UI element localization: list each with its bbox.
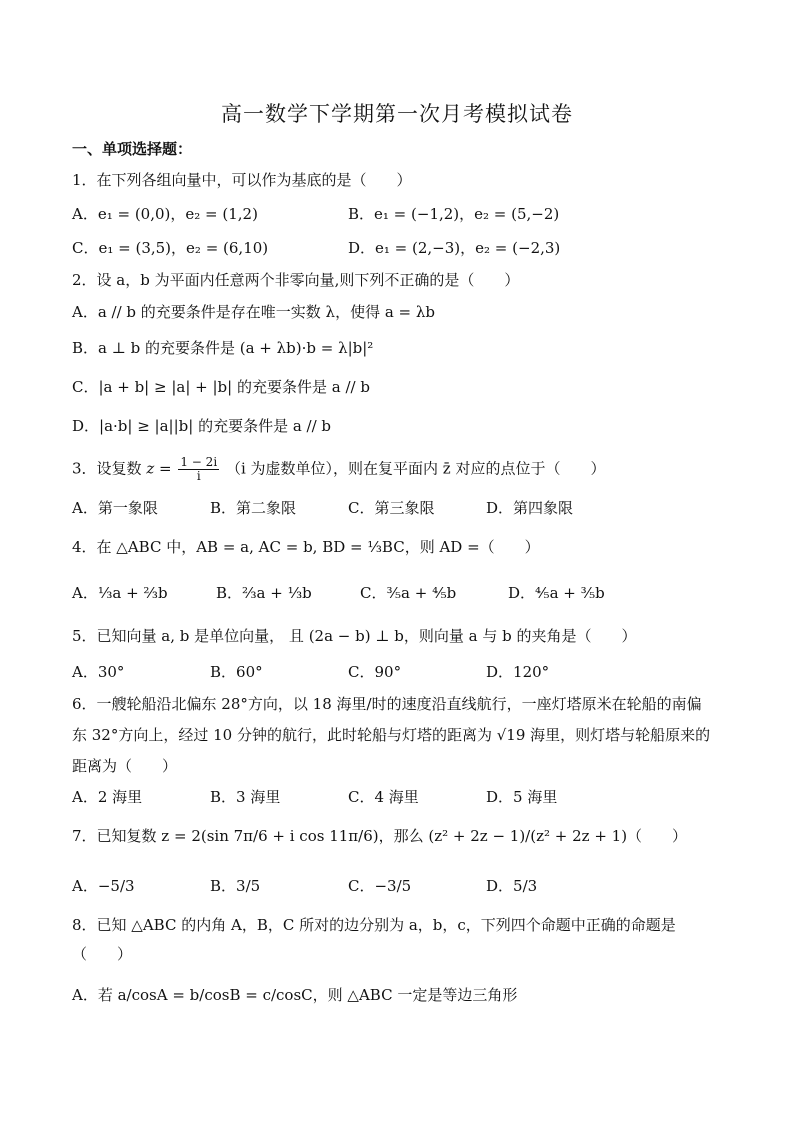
- question-3-fraction: [178, 456, 219, 483]
- question-2-option-a: A．a // b 的充要条件是存在唯一实数 λ，使得 a = λb: [72, 303, 435, 321]
- question-7-option-a: A．−5/3: [72, 877, 135, 895]
- question-2-option-c: C．|a + b| ≥ |a| + |b| 的充要条件是 a // b: [72, 378, 370, 396]
- question-1-option-a: A．e₁ = (0,0)，e₂ = (1,2): [72, 205, 258, 223]
- question-8-line-2: （ ）: [72, 945, 133, 963]
- question-4-option-b: B．⅔a + ⅓b: [216, 584, 312, 602]
- question-1-stem: 1．在下列各组向量中，可以作为基底的是（ ）: [72, 171, 412, 189]
- question-7-option-d: D．5/3: [486, 877, 538, 895]
- question-5-option-d: D．120°: [486, 663, 550, 681]
- question-2-option-d: D．|a·b| ≥ |a||b| 的充要条件是 a // b: [72, 417, 332, 435]
- question-1-option-b: B．e₁ = (−1,2)，e₂ = (5,−2): [348, 205, 560, 223]
- question-5-option-b: B．60°: [210, 663, 263, 681]
- question-3-stem-prefix: 3．设复数: [72, 459, 142, 478]
- question-4-option-d: D．⅘a + ⅗b: [508, 584, 605, 602]
- question-6-line-2: 东 32°方向上，经过 10 分钟的航行，此时轮船与灯塔的距离为 √19 海里，则灯塔与轮船原来的: [72, 726, 711, 744]
- question-6-option-b: B．3 海里: [210, 788, 281, 806]
- question-6-option-d: D．5 海里: [486, 788, 558, 806]
- page-title: 高一数学下学期第一次月考模拟试卷: [221, 102, 573, 126]
- question-2-option-b: B．a ⊥ b 的充要条件是 (a + λb)·b = λ|b|²: [72, 339, 374, 357]
- question-3-option-d: D．第四象限: [486, 499, 574, 517]
- question-3-formula-lhs: z =: [146, 459, 172, 478]
- question-4-stem: 4．在 △ABC 中，AB = a, AC = b, BD = ⅓BC，则 AD =（ ）: [72, 538, 540, 556]
- question-3-option-c: C．第三象限: [348, 499, 435, 517]
- question-6-option-c: C．4 海里: [348, 788, 419, 806]
- question-7-option-b: B．3/5: [210, 877, 261, 895]
- question-7-option-c: C．−3/5: [348, 877, 412, 895]
- section-heading: 一、单项选择题：: [72, 140, 193, 158]
- question-2-stem: 2．设 a，b 为平面内任意两个非零向量,则下列不正确的是（ ）: [72, 271, 520, 289]
- question-1-option-d: D．e₁ = (2,−3)，e₂ = (−2,3): [348, 239, 561, 257]
- question-6-line-1: 6．一艘轮船沿北偏东 28°方向，以 18 海里/时的速度沿直线航行，一座灯塔原米在轮船的南偏: [72, 695, 702, 713]
- question-6-option-a: A．2 海里: [72, 788, 143, 806]
- question-5-stem: 5．已知向量 a, b 是单位向量， 且 (2a − b) ⊥ b，则向量 a 与 b 的夹角是（ ）: [72, 627, 637, 645]
- question-8-option-a: A．若 a/cosA = b/cosB = c/cosC，则 △ABC 一定是等边三角形: [72, 986, 518, 1004]
- question-4-option-c: C．⅗a + ⅘b: [360, 584, 457, 602]
- question-4-option-a: A．⅓a + ⅔b: [72, 584, 168, 602]
- question-3-stem: [72, 456, 605, 483]
- question-5-option-c: C．90°: [348, 663, 402, 681]
- question-3-fraction-denominator: i: [196, 469, 201, 483]
- question-5-option-a: A．30°: [72, 663, 125, 681]
- question-3-stem-suffix: （i 为虚数单位），则在复平面内 z̄ 对应的点位于（ ）: [225, 459, 606, 478]
- question-1-option-c: C．e₁ = (3,5)，e₂ = (6,10): [72, 239, 269, 257]
- question-3-fraction-numerator: 1 − 2i: [180, 455, 218, 469]
- question-8-line-1: 8．已知 △ABC 的内角 A，B，C 所对的边分别为 a，b，c，下列四个命题中正确的命题是: [72, 916, 676, 934]
- question-7-stem: 7．已知复数 z = 2(sin 7π/6 + i cos 11π/6)，那么 (z² + 2z − 1)/(z² + 2z + 1)（ ）: [72, 827, 688, 845]
- question-3-option-a: A．第一象限: [72, 499, 158, 517]
- question-6-line-3: 距离为（ ）: [72, 757, 178, 775]
- question-3-option-b: B．第二象限: [210, 499, 297, 517]
